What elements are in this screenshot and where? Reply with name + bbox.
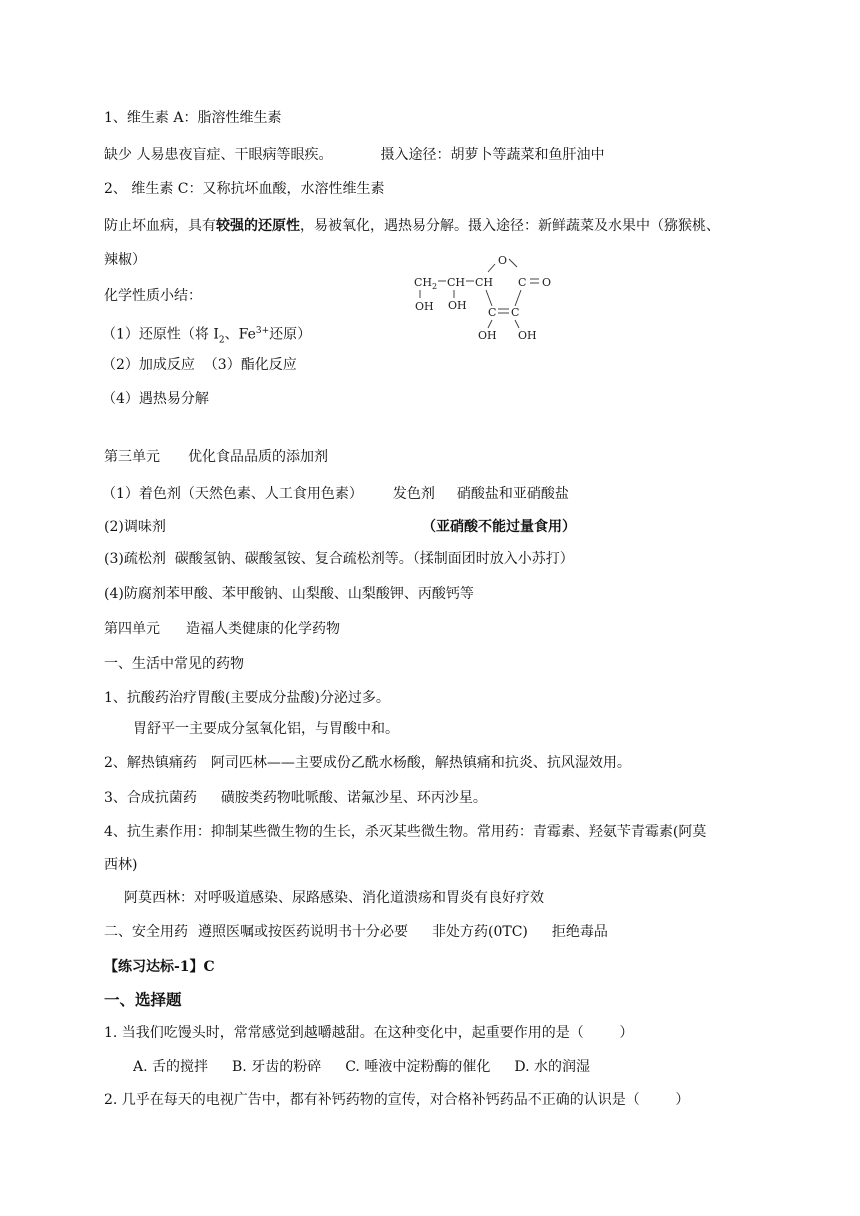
question-1-options xyxy=(133,1057,590,1077)
property-reducing xyxy=(102,321,311,350)
text-span: 缺少 人易患夜盲症、干眼病等眼疾。 xyxy=(104,147,333,163)
antibacterial-item xyxy=(104,788,487,808)
additive-colorant xyxy=(102,484,569,504)
amoxicillin-detail: 阿莫西林：对呼吸道感染、尿路感染、消化道溃疡和胃炎有良好疗效 xyxy=(124,890,544,906)
text-span: 非处方药(0TC) xyxy=(432,924,528,940)
property-heat: （4）遇热易分解 xyxy=(102,391,209,407)
text-span: 、Fe xyxy=(224,326,256,343)
text-span: 二、安全用药 xyxy=(104,924,188,940)
additive-leavening: (3)疏松剂 碳酸氢钠、碳酸氢铵、复合疏松剂等。（揉制面团时放入小苏打） xyxy=(104,551,574,567)
subscript: 2 xyxy=(218,335,225,346)
analgesic-item xyxy=(104,753,631,773)
option-c: C. 唾液中淀粉酶的催化 xyxy=(345,1059,491,1075)
vitamin-c-description xyxy=(104,216,720,236)
vitamin-a-heading: 1、维生素 A：脂溶性维生素 xyxy=(104,110,282,126)
text-span: 造福人类健康的化学药物 xyxy=(186,621,340,637)
option-a: A. 舌的搅拌 xyxy=(133,1059,209,1075)
text-span: (2)调味剂 xyxy=(104,519,166,535)
text-span: 还原） xyxy=(269,326,312,343)
text-span: 第三单元 xyxy=(104,449,160,465)
text-span: 防止坏血病，具有 xyxy=(104,218,216,234)
chem-properties-heading: 化学性质小结： xyxy=(104,288,202,304)
multiple-choice-heading: 一、选择题 xyxy=(104,990,182,1009)
bond xyxy=(486,290,492,306)
exercise-heading: 【练习达标-1】C xyxy=(104,959,215,975)
bond xyxy=(509,259,517,267)
vitamin-c-structure-diagram xyxy=(408,250,568,350)
question-1: 1. 当我们吃馒头时，常常感觉到越嚼越甜。在这种变化中，起重要作用的是（ ） xyxy=(104,1025,634,1041)
text-span: 优化食品品质的添加剂 xyxy=(188,449,328,465)
oh-3: OH xyxy=(478,329,497,342)
property-addition-ester: （2）加成反应 （3）酯化反应 xyxy=(102,357,297,373)
antacid-detail: 胃舒平一主要成分氢氧化铝，与胃酸中和。 xyxy=(133,721,399,737)
oh-4: OH xyxy=(518,329,537,342)
atom-c3: C xyxy=(488,306,497,319)
text-span: （1）着色剂（天然色素、人工食用色素） xyxy=(102,486,363,502)
oh-1: OH xyxy=(415,300,434,313)
additive-preservative: (4)防腐剂苯甲酸、苯甲酸钠、山梨酸、山梨酸钾、丙酸钙等 xyxy=(104,586,474,602)
bond xyxy=(488,264,495,272)
text-span: 3、合成抗菌药 xyxy=(104,790,197,806)
option-d: D. 水的润湿 xyxy=(514,1059,590,1075)
safe-medication xyxy=(104,922,608,942)
bond xyxy=(488,320,492,328)
text-span: 发色剂 xyxy=(392,486,435,502)
common-drugs-heading: 一、生活中常见的药物 xyxy=(104,656,244,672)
vitamin-a-deficiency xyxy=(104,145,604,165)
antacid-item: 1、抗酸药治疗胃酸(主要成分盐酸)分泌过多。 xyxy=(104,690,390,706)
bond xyxy=(515,290,521,306)
vitamin-c-description-cont: 辣椒） xyxy=(104,252,146,268)
atom-c4: C xyxy=(511,306,520,319)
text-span: 阿司匹林——主要成份乙酰水杨酸，解热镇痛和抗炎、抗风湿效用。 xyxy=(210,755,631,771)
antibiotic-item-cont: 西林) xyxy=(104,857,138,873)
text-span: 硝酸盐和亚硝酸盐 xyxy=(456,486,569,502)
atom-ch-a: CH xyxy=(447,276,466,289)
nitrite-warning: （亚硝酸不能过量食用） xyxy=(422,519,576,535)
text-span: 第四单元 xyxy=(104,621,160,637)
text-span: ，易被氧化，遇热易分解。摄入途径：新鲜蔬菜及水果中（猕猴桃、 xyxy=(300,218,720,234)
text-span: 摄入途径：胡萝卜等蔬菜和鱼肝油中 xyxy=(380,147,605,163)
text-span: 2、解热镇痛药 xyxy=(104,755,197,771)
unit-three-heading xyxy=(104,447,328,467)
emphasis-text: 较强的还原性 xyxy=(216,218,300,234)
atom-ch2: $CH_2$ xyxy=(414,276,438,291)
superscript: 3+ xyxy=(255,326,270,336)
text-span: （1）还原性（将 I xyxy=(102,326,219,343)
atom-o-ring: O xyxy=(498,254,508,267)
text-span: 拒绝毒品 xyxy=(551,924,608,940)
atom-o-carbonyl: O xyxy=(542,276,552,289)
text-span: 遵照医嘱或按医药说明书十分必要 xyxy=(198,924,408,940)
vitamin-c-heading: 2、 维生素 C：又称抗坏血酸，水溶性维生素 xyxy=(104,181,385,197)
bond xyxy=(515,320,519,328)
option-b: B. 牙齿的粉碎 xyxy=(232,1059,322,1075)
question-2: 2. 几乎在每天的电视广告中，都有补钙药物的宣传，对合格补钙药品不正确的认识是（ ） xyxy=(104,1092,690,1108)
antibiotic-item: 4、抗生素作用：抑制某些微生物的生长，杀灭某些微生物。常用药：青霉素、羟氨苄青霉素(阿莫 xyxy=(104,824,707,840)
unit-four-heading xyxy=(104,619,340,639)
atom-c-carbonyl: C xyxy=(518,276,527,289)
atom-ch-b: CH xyxy=(475,276,494,289)
additive-flavoring xyxy=(104,517,166,537)
oh-2: OH xyxy=(448,299,467,312)
text-span: 磺胺类药物吡哌酸、诺氟沙星、环丙沙星。 xyxy=(220,790,487,806)
